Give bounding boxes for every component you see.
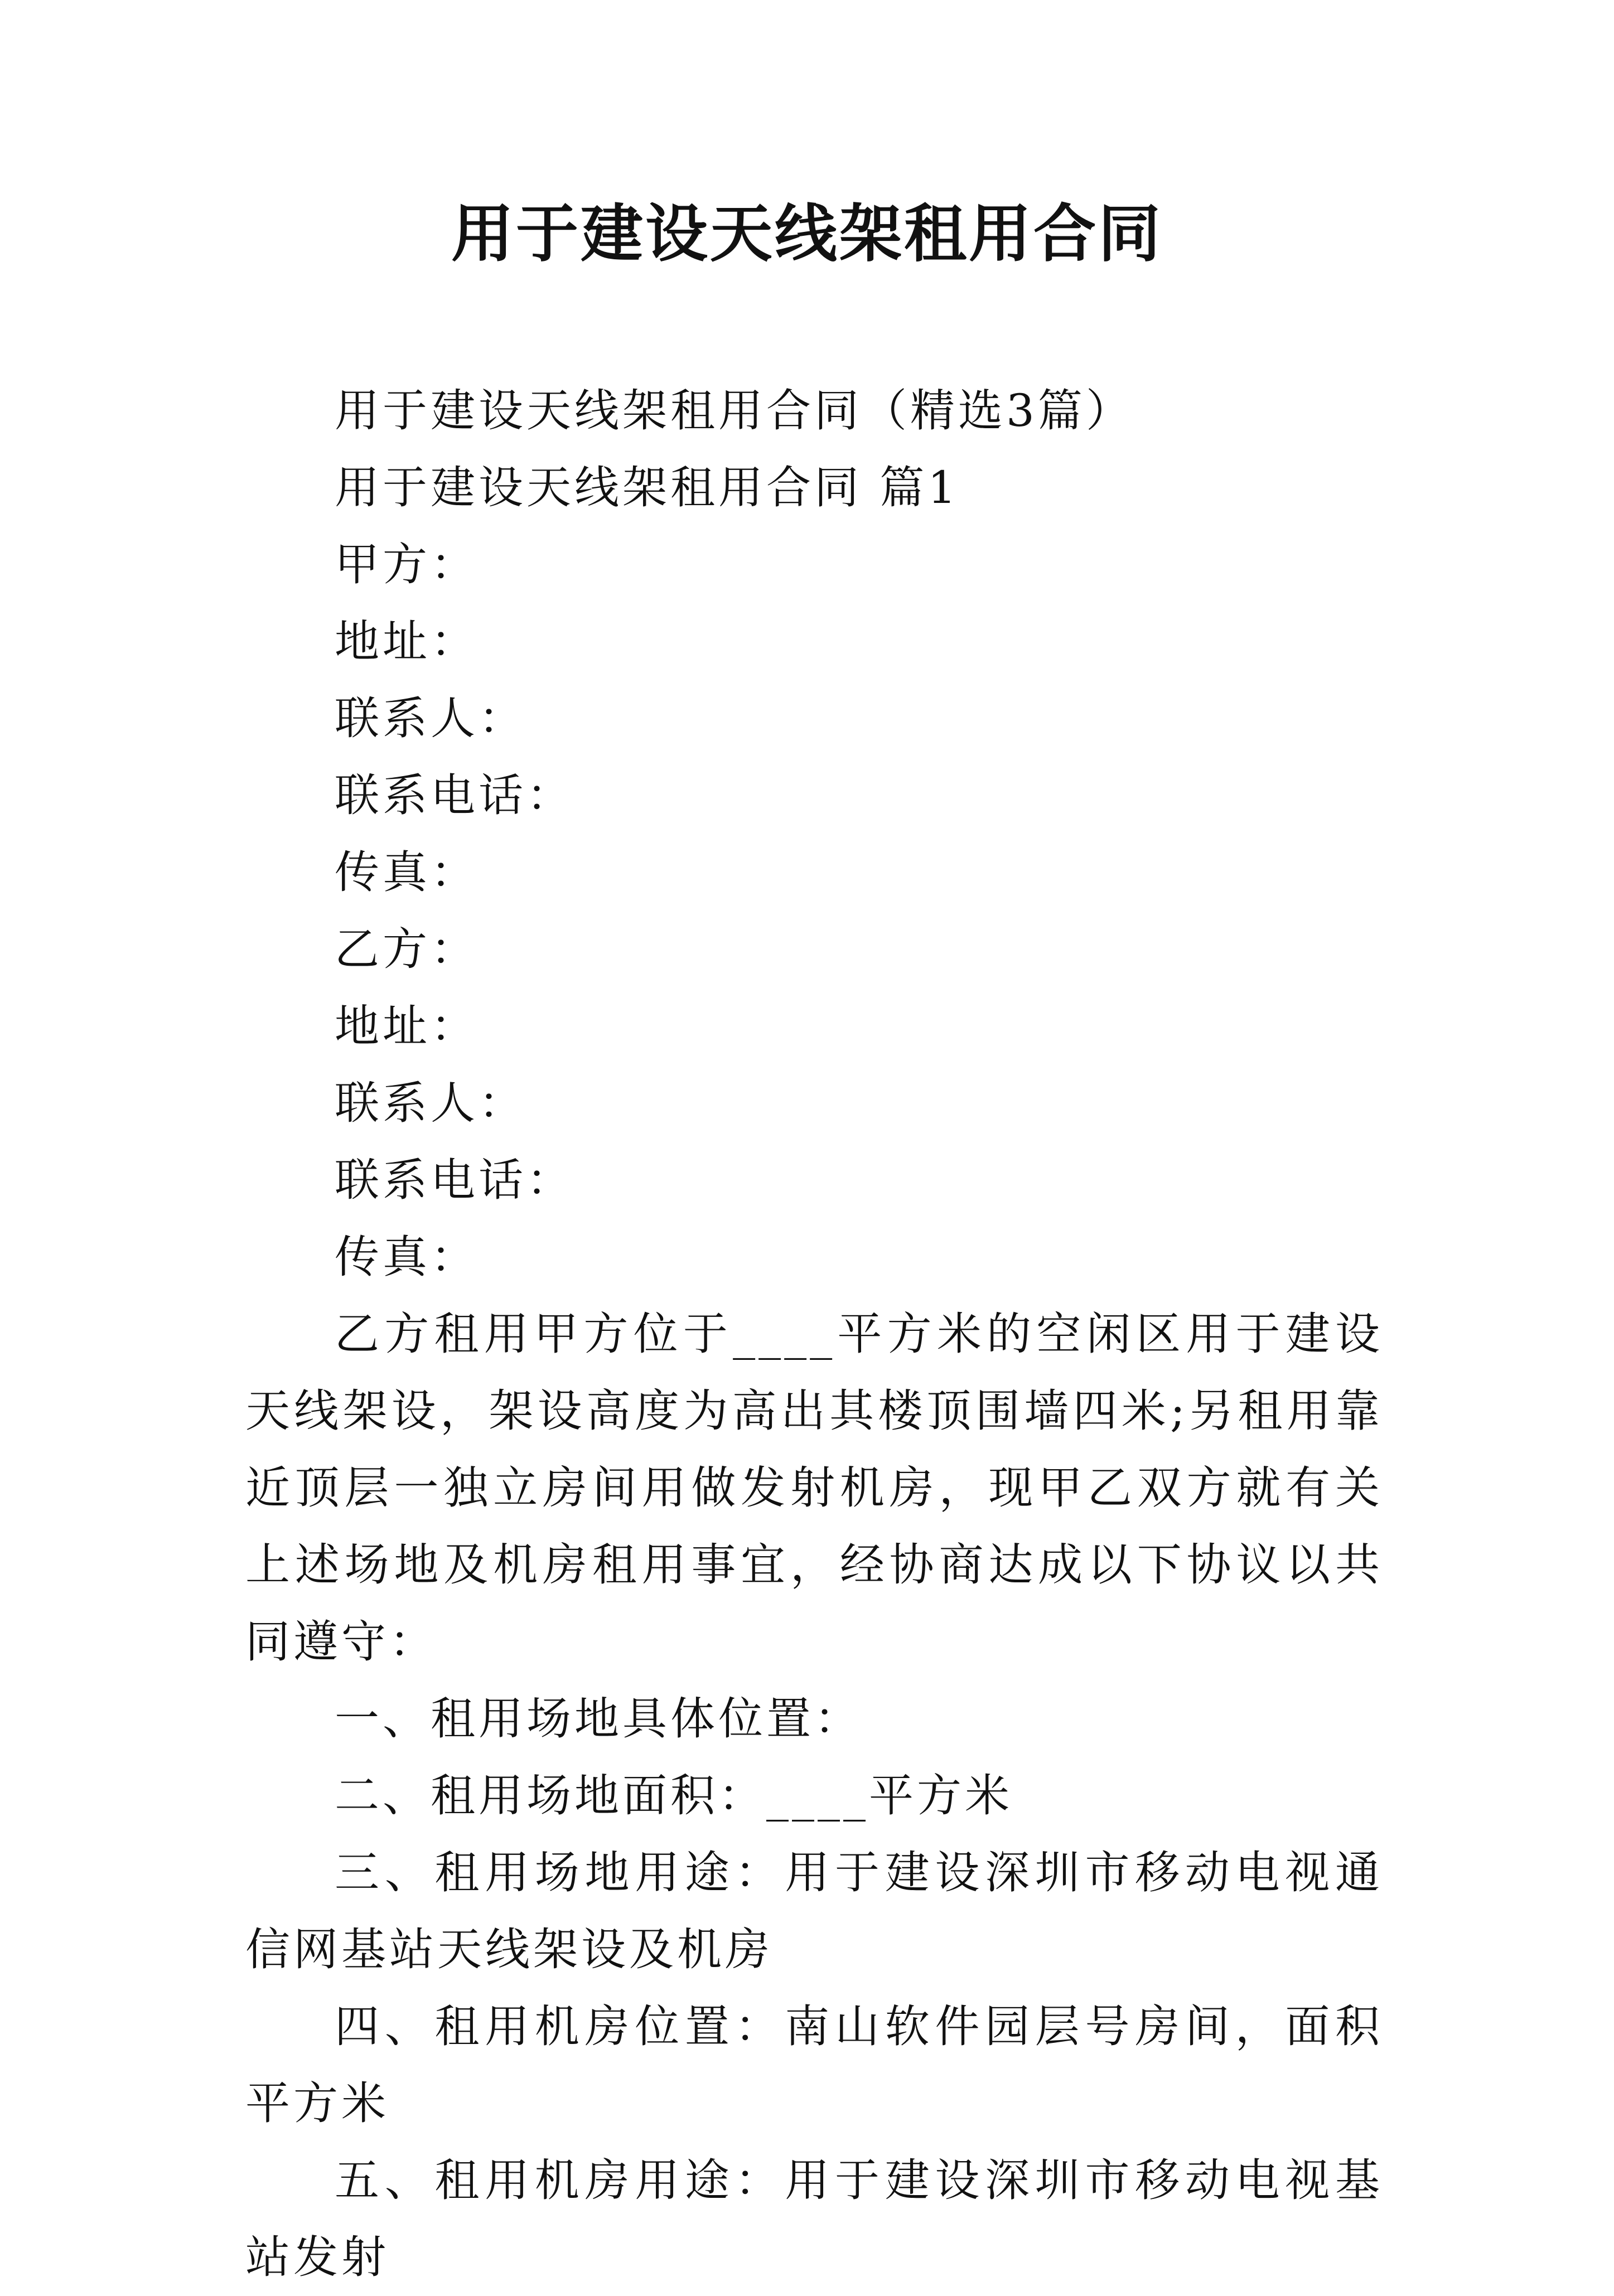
party-a-address-label: 地址： xyxy=(335,616,479,667)
intro-paragraph: 乙方租用甲方位于____平方米的空闲区用于建设天线架设，架设高度为高出其楼顶围墙四米;另租用靠近顶层一独立房间用做发射机房，现甲乙双方就有关上述场地及机房租用事宜，经协商达成以下协议以共同遵守： xyxy=(245,1308,1383,1668)
document-body xyxy=(245,372,1383,2296)
party-a-label: 甲方： xyxy=(335,539,479,590)
clause-5: 五、租用机房用途：用于建设深圳市移动电视基站发射 xyxy=(245,2154,1383,2283)
section-heading: 用于建设天线架租用合同 篇1 xyxy=(335,462,960,514)
party-b-phone-label: 联系电话： xyxy=(335,1154,574,1206)
party-a-fax-label: 传真： xyxy=(335,846,479,898)
clause-2: 二、租用场地面积：____平方米 xyxy=(335,1770,1013,1822)
clause-4: 四、租用机房位置：南山软件园层号房间，面积平方米 xyxy=(245,2000,1383,2129)
party-a-contact-label: 联系人： xyxy=(335,692,526,744)
clause-1: 一、租用场地具体位置： xyxy=(335,1693,862,1745)
party-b-address-label: 地址： xyxy=(335,1000,479,1052)
document-title: 用于建设天线架租用合同 xyxy=(451,198,1163,270)
party-b-fax-label: 传真： xyxy=(335,1231,479,1283)
party-b-label: 乙方： xyxy=(335,923,479,975)
party-a-phone-label: 联系电话： xyxy=(335,769,574,821)
party-b-contact-label: 联系人： xyxy=(335,1077,526,1129)
collection-title: 用于建设天线架租用合同（精选3篇） xyxy=(335,385,1134,437)
clause-3: 三、租用场地用途：用于建设深圳市移动电视通信网基站天线架设及机房 xyxy=(245,1847,1383,1975)
